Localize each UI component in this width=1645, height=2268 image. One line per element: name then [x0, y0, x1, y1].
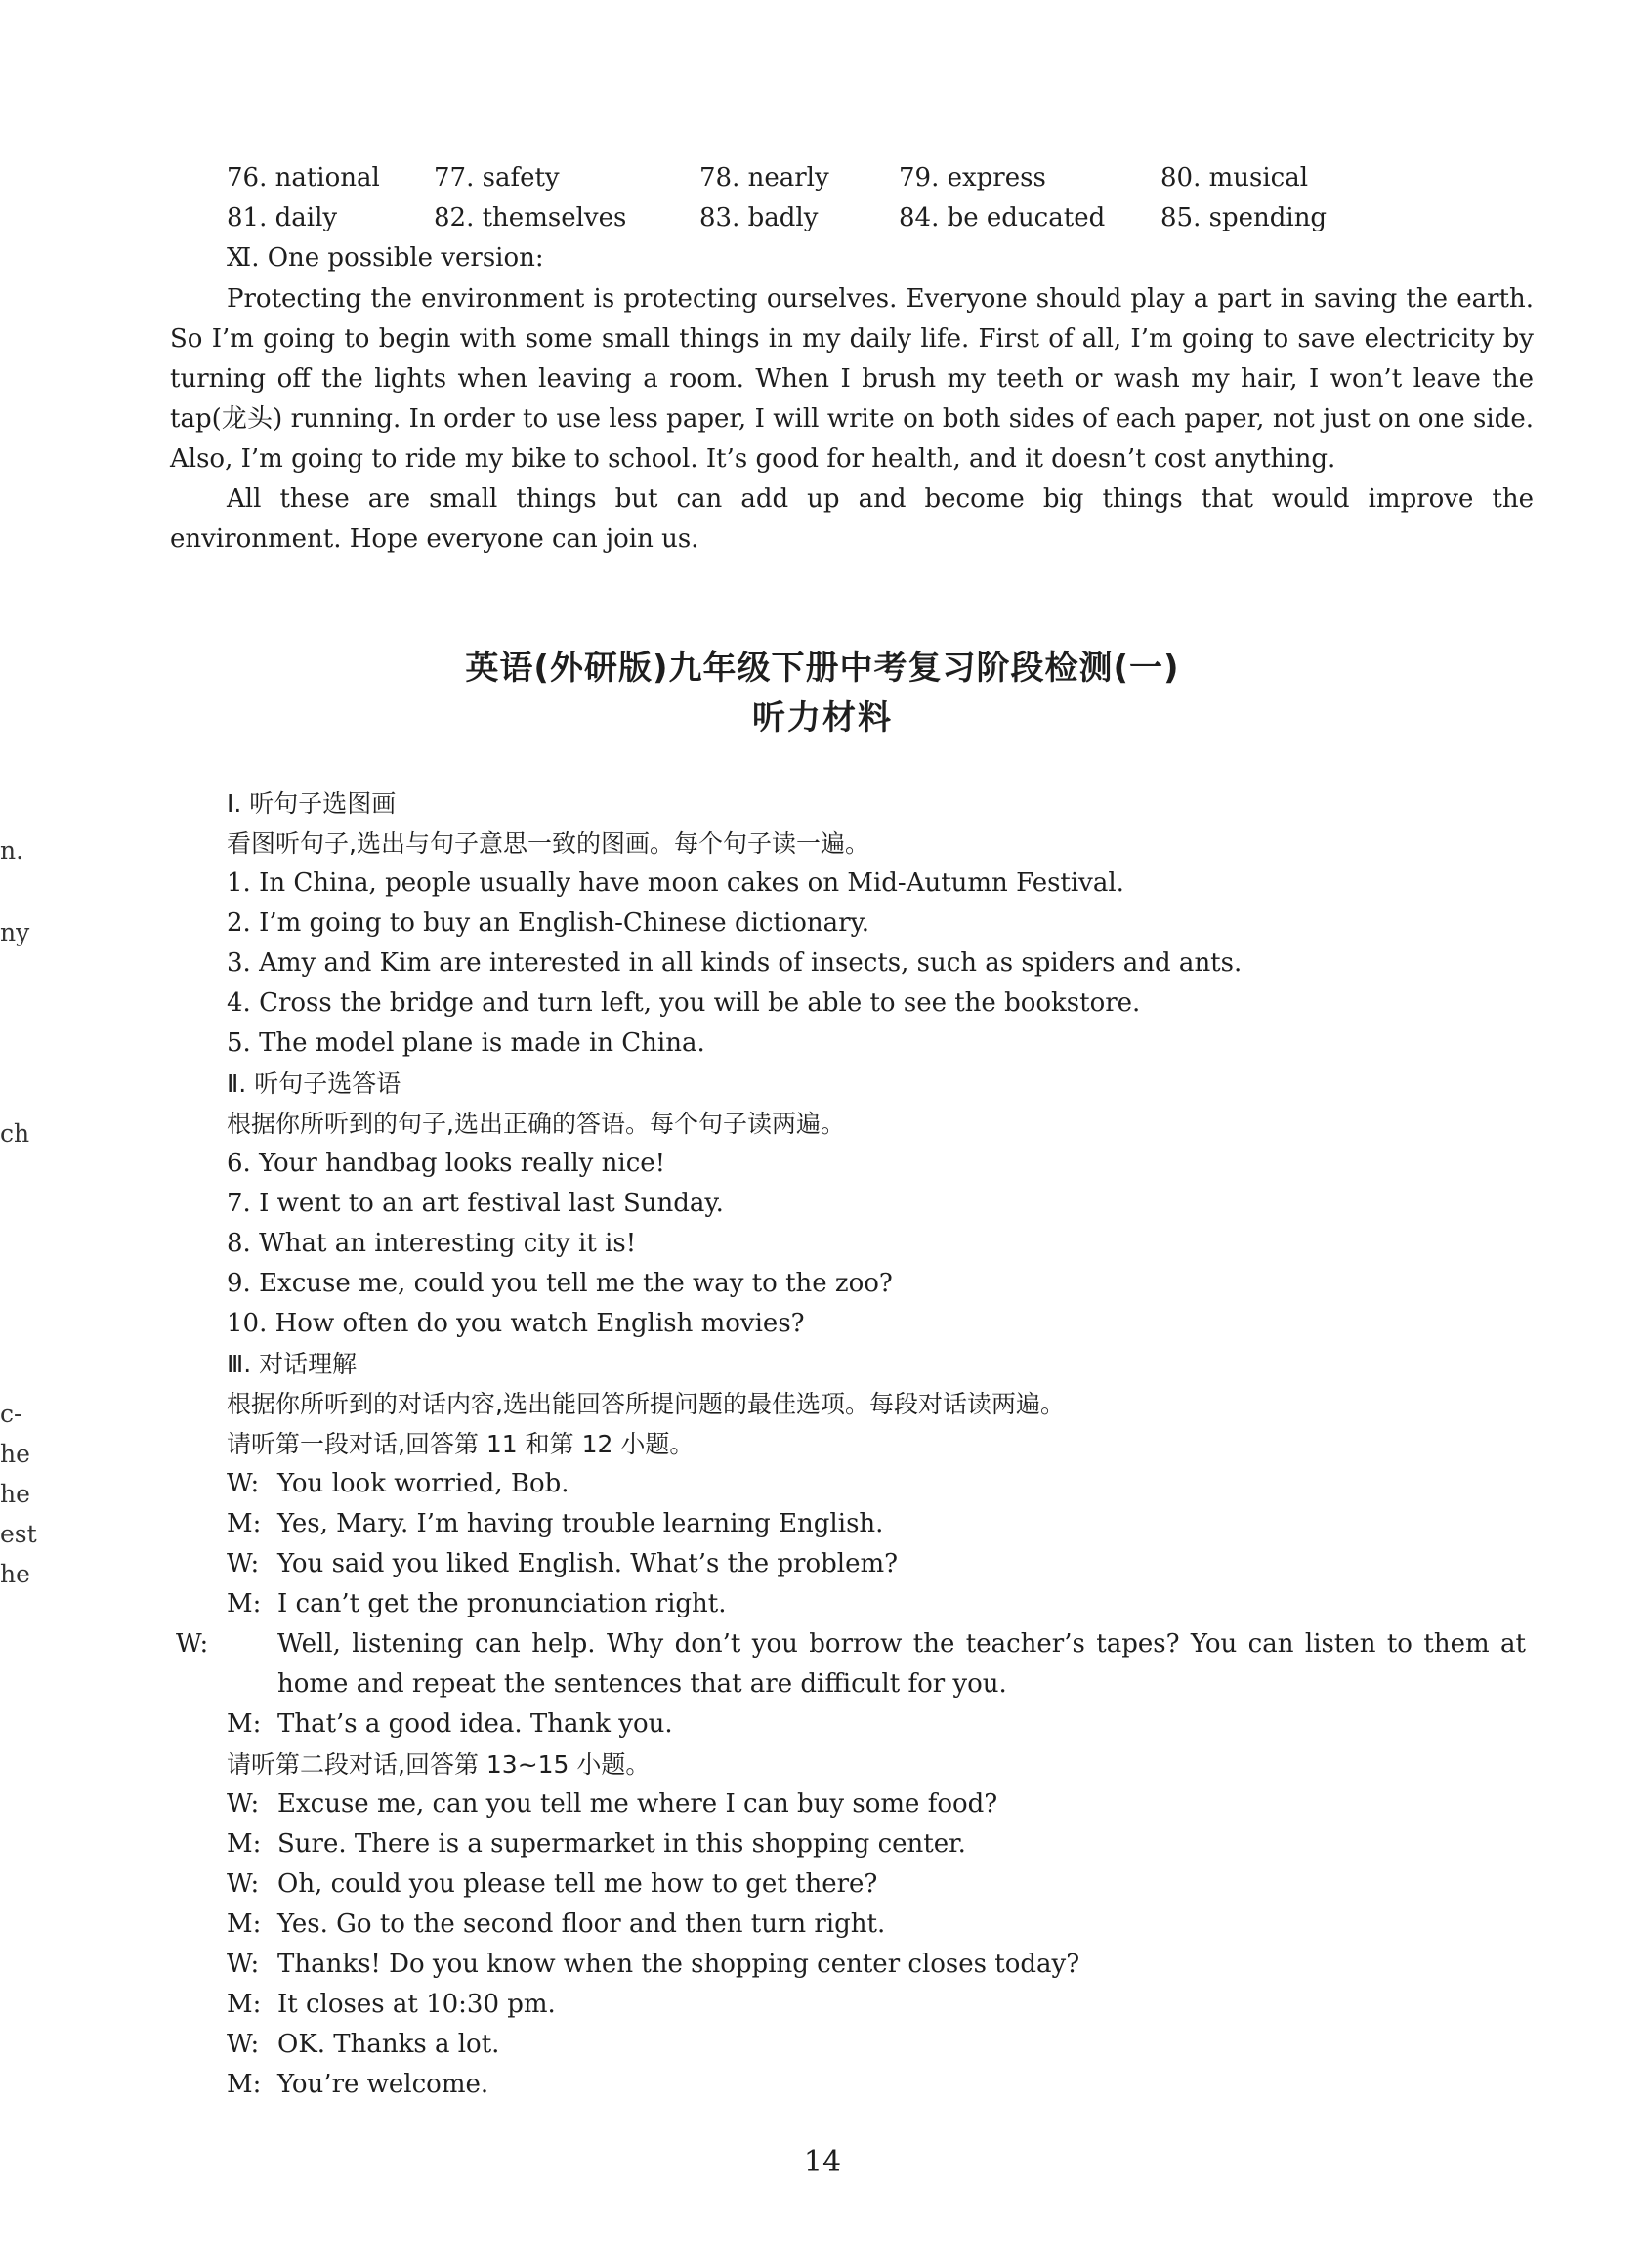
edge-fragment: he: [0, 1440, 30, 1468]
edge-fragment: c-: [0, 1400, 22, 1428]
dialogue-line: [227, 1945, 1526, 1985]
edge-fragment: he: [0, 1560, 30, 1588]
dialogue-1-intro: 请听第一段对话,回答第 11 和第 12 小题。: [227, 1430, 695, 1458]
listening-item: 2. I’m going to buy an English-Chinese dictionary.: [227, 908, 870, 938]
dialogue-line: [227, 2065, 1526, 2105]
listening-item: 10. How often do you watch English movies?: [227, 1309, 805, 1338]
section-xi-label: Ⅺ. One possible version:: [227, 243, 544, 273]
listening-item: 9. Excuse me, could you tell me the way to the zoo?: [227, 1269, 893, 1298]
answer-item: 79. express: [899, 163, 1046, 192]
speaker-label: W:: [227, 1789, 260, 1819]
dialogue-line: [227, 2025, 1526, 2065]
page-subtitle: 听力材料: [752, 698, 893, 737]
page-title: 英语(外研版)九年级下册中考复习阶段检测(一): [465, 649, 1180, 688]
answer-item: 82. themselves: [434, 203, 627, 232]
speaker-label: M:: [227, 1990, 262, 2019]
dialogue-line: [227, 1544, 1526, 1584]
speaker-label: M:: [227, 1709, 262, 1739]
answer-item: 77. safety: [434, 163, 560, 192]
dialogue-2-intro: 请听第二段对话,回答第 13~15 小题。: [227, 1750, 651, 1779]
answer-item: 76. national: [227, 163, 380, 192]
part-2-heading: Ⅱ. 听句子选答语: [227, 1070, 401, 1098]
essay-paragraph: All these are small things but can add up and become big things that would improve the environment. Hope everyone can join us.: [170, 484, 1534, 554]
answer-item: 78. nearly: [699, 163, 829, 192]
dialogue-text: Yes. Go to the second floor and then turn right.: [277, 1910, 886, 1939]
answer-item: 85. spending: [1160, 203, 1328, 232]
speaker-label: W:: [227, 1950, 260, 1979]
dialogue-line: [227, 1704, 1526, 1744]
dialogue-line: [227, 1865, 1526, 1905]
listening-material: [176, 783, 1526, 2105]
dialogue-text: That’s a good idea. Thank you.: [277, 1709, 673, 1739]
dialogue-text: Yes, Mary. I’m having trouble learning English.: [277, 1509, 884, 1538]
speaker-label: W:: [227, 1469, 260, 1498]
dialogue-line: [176, 1624, 1526, 1704]
edge-fragment: est: [0, 1520, 37, 1548]
part-3-instruction: 根据你所听到的对话内容,选出能回答所提问题的最佳选项。每段对话读两遍。: [227, 1390, 1065, 1418]
speaker-label: W:: [176, 1629, 209, 1659]
dialogue-text: Oh, could you please tell me how to get there?: [277, 1869, 878, 1899]
speaker-label: M:: [227, 1829, 262, 1859]
dialogue-line: [227, 1985, 1526, 2025]
listening-item: 1. In China, people usually have moon cakes on Mid-Autumn Festival.: [227, 868, 1124, 898]
part-2-instruction: 根据你所听到的句子,选出正确的答语。每个句子读两遍。: [227, 1110, 845, 1138]
essay-paragraph: Protecting the environment is protecting ourselves. Everyone should play a part in saving the earth. So I’m going to begin with some small things in my daily life. First of all, I’m going to save electricity by turning off the lights when leaving a room. When I brush my teeth or wash my hair, I won’t leave the tap(龙头) running. In order to use less paper, I will write on both sides of each paper, not just on one side. Also, I’m going to ride my bike to school. It’s good for health, and it doesn’t cost anything.: [170, 284, 1534, 474]
dialogue-line: [227, 1584, 1526, 1624]
answer-item: 84. be educated: [899, 203, 1106, 232]
dialogue-text: Excuse me, can you tell me where I can buy some food?: [277, 1789, 998, 1819]
part-1-instruction: 看图听句子,选出与句子意思一致的图画。每个句子读一遍。: [227, 829, 869, 858]
sample-essay: [170, 279, 1534, 560]
answer-row: [227, 158, 1399, 197]
answer-item: 81. daily: [227, 203, 338, 232]
listening-item: 6. Your handbag looks really nice!: [227, 1149, 666, 1178]
dialogue-text: I can’t get the pronunciation right.: [277, 1589, 727, 1618]
speaker-label: W:: [227, 1869, 260, 1899]
page-number: 14: [803, 2145, 842, 2179]
edge-fragment: n.: [0, 836, 24, 864]
edge-fragment: ny: [0, 918, 30, 946]
test-title-block: [0, 645, 1645, 742]
part-1-heading: Ⅰ. 听句子选图画: [227, 789, 397, 818]
part-3-heading: Ⅲ. 对话理解: [227, 1350, 358, 1378]
speaker-label: M:: [227, 2070, 262, 2099]
speaker-label: M:: [227, 1910, 262, 1939]
dialogue-text: Thanks! Do you know when the shopping center closes today?: [277, 1950, 1080, 1979]
listening-item: 5. The model plane is made in China.: [227, 1029, 705, 1058]
speaker-label: M:: [227, 1589, 262, 1618]
dialogue-text: OK. Thanks a lot.: [277, 2030, 500, 2059]
edge-fragment: ch: [0, 1119, 30, 1148]
edge-fragment: he: [0, 1480, 30, 1508]
dialogue-text: It closes at 10:30 pm.: [277, 1990, 556, 2019]
dialogue-text: You’re welcome.: [277, 2070, 489, 2099]
answer-item: 83. badly: [699, 203, 819, 232]
dialogue-line: [227, 1464, 1526, 1504]
answer-row: [227, 198, 1399, 237]
listening-item: 8. What an interesting city it is!: [227, 1229, 637, 1258]
listening-item: 7. I went to an art festival last Sunday.: [227, 1189, 724, 1218]
dialogue-text: You said you liked English. What’s the problem?: [277, 1549, 899, 1578]
dialogue-line: [227, 1825, 1526, 1865]
listening-item: 4. Cross the bridge and turn left, you will be able to see the bookstore.: [227, 988, 1141, 1018]
speaker-label: W:: [227, 2030, 260, 2059]
speaker-label: M:: [227, 1509, 262, 1538]
dialogue-text: Sure. There is a supermarket in this shopping center.: [277, 1829, 966, 1859]
dialogue-line: [227, 1905, 1526, 1945]
dialogue-text: Well, listening can help. Why don’t you borrow the teacher’s tapes? You can listen to them at home and repeat the sentences that are difficult for you.: [277, 1629, 1526, 1699]
dialogue-text: You look worried, Bob.: [277, 1469, 569, 1498]
listening-item: 3. Amy and Kim are interested in all kinds of insects, such as spiders and ants.: [227, 948, 1243, 978]
dialogue-line: [227, 1785, 1526, 1825]
dialogue-line: [227, 1504, 1526, 1544]
answer-item: 80. musical: [1160, 163, 1309, 192]
speaker-label: W:: [227, 1549, 260, 1578]
section-xi-heading: [227, 238, 1399, 277]
